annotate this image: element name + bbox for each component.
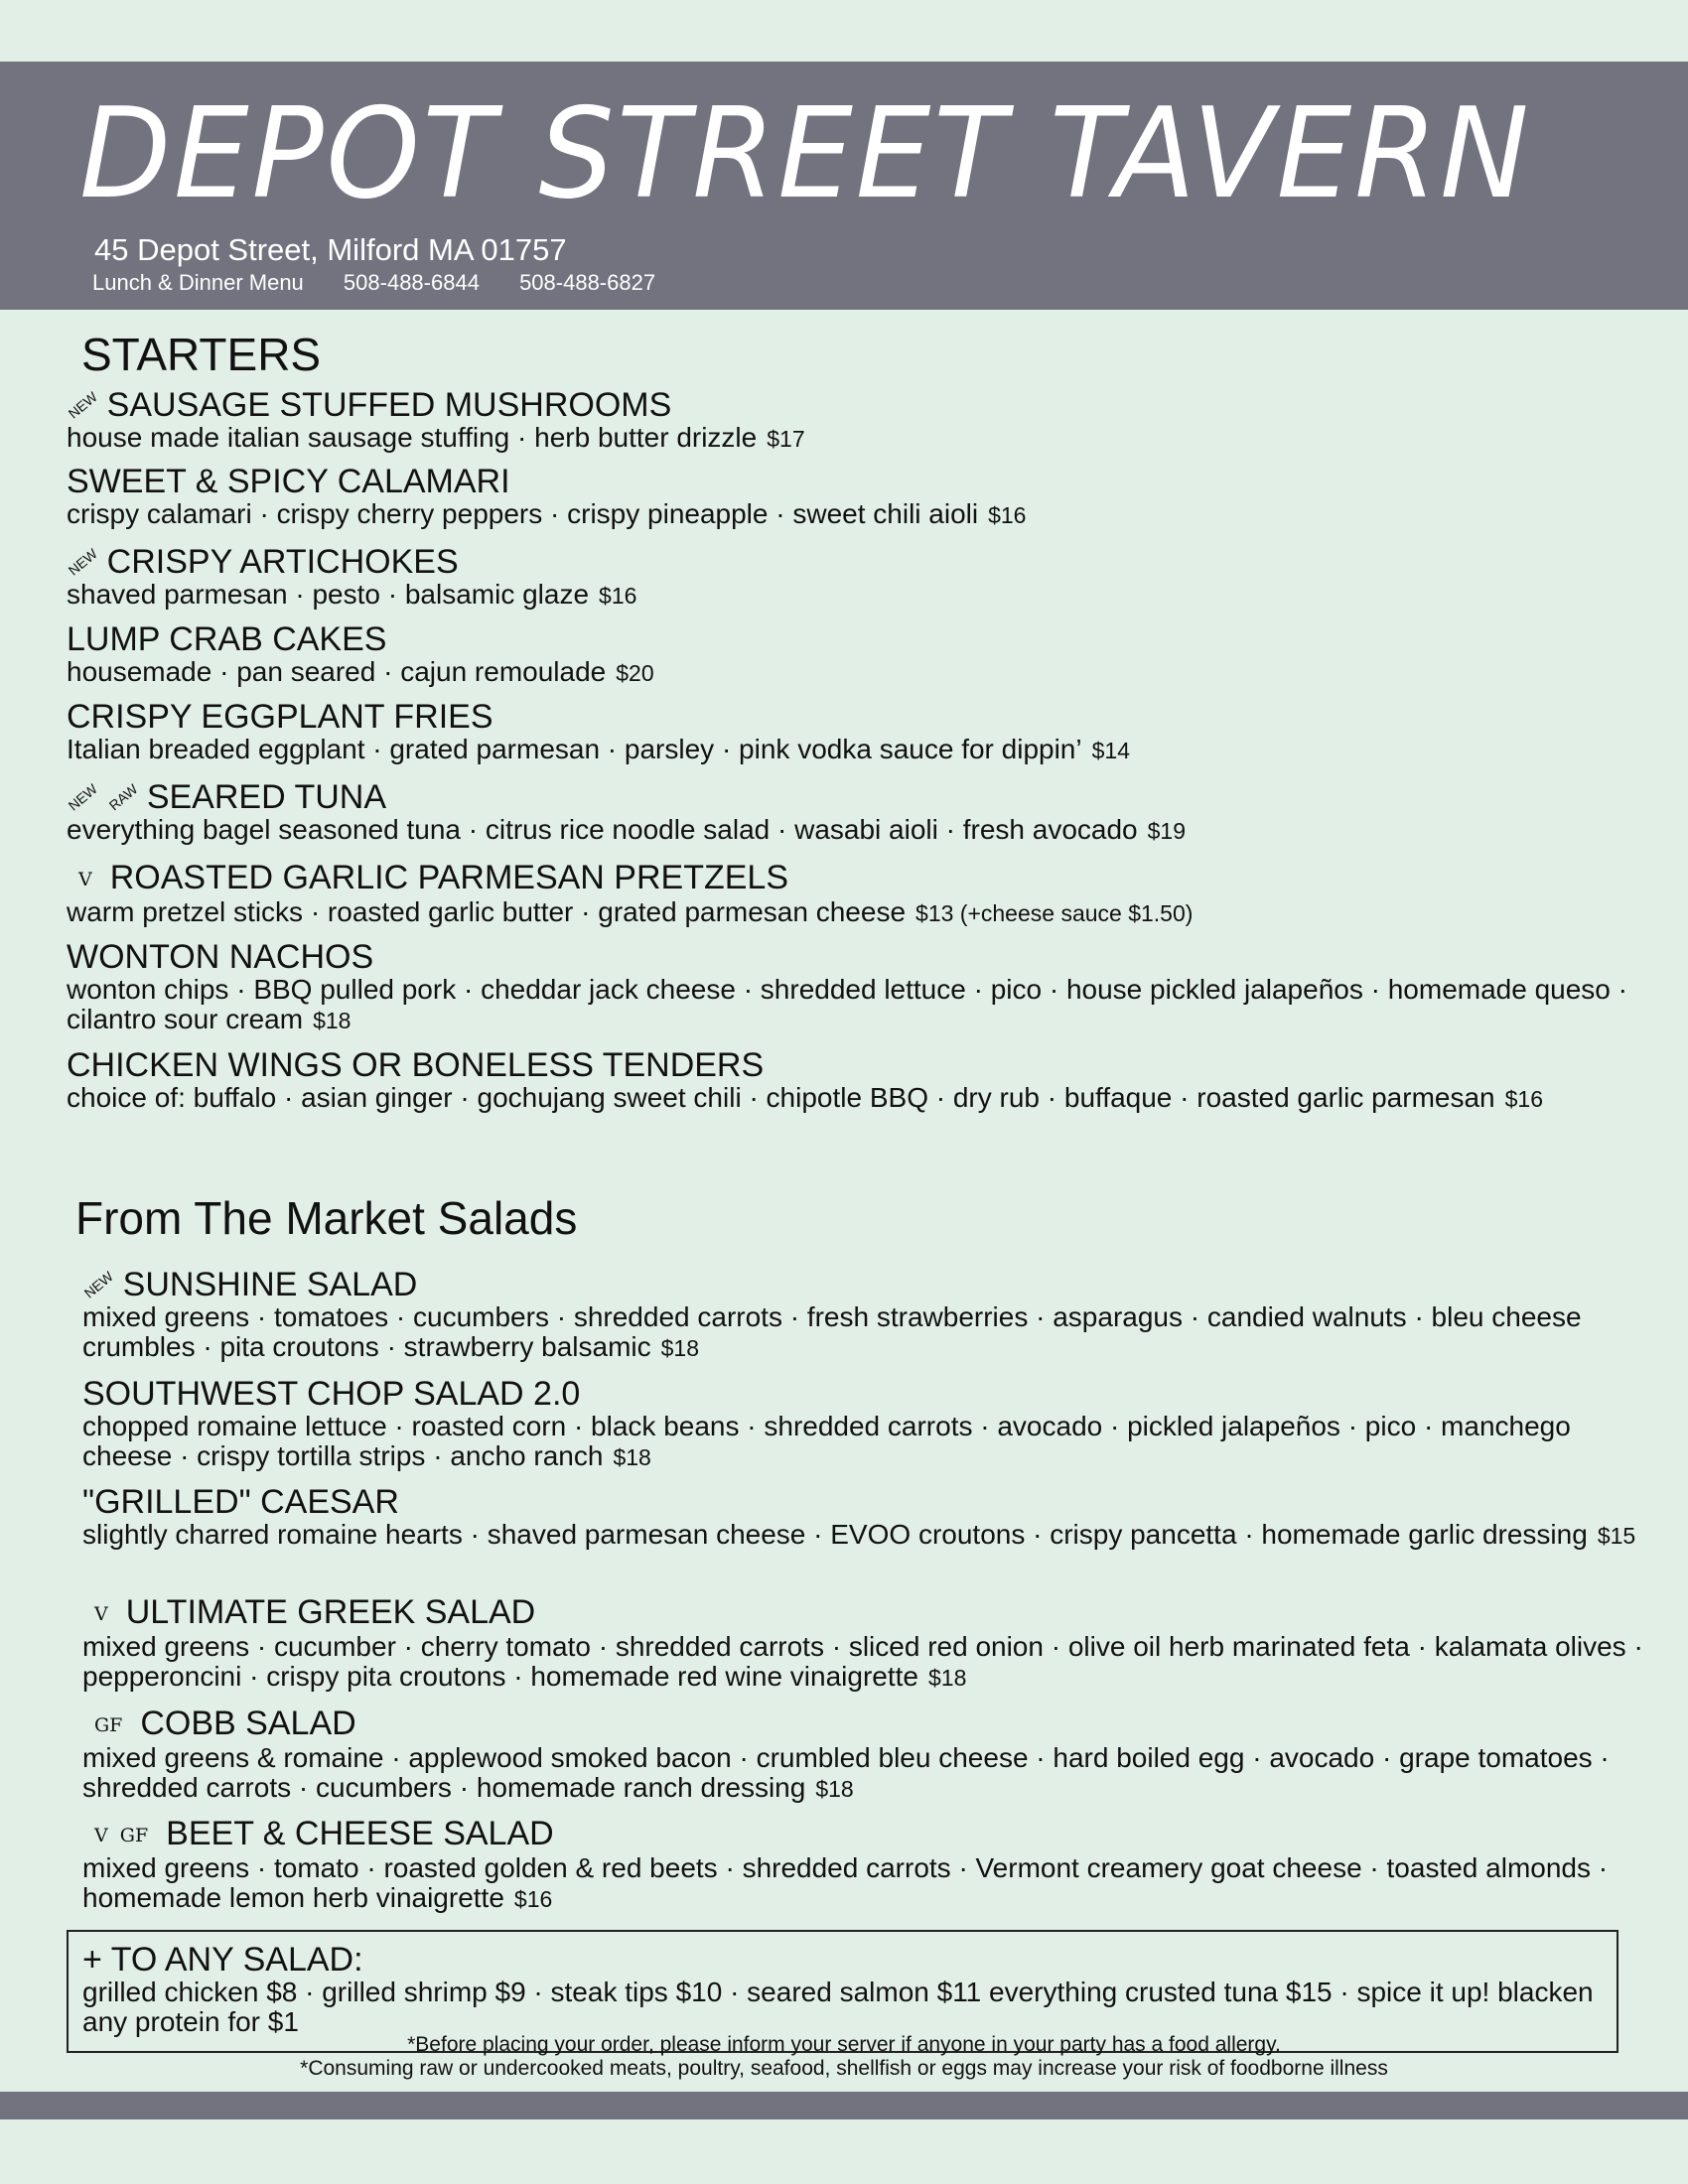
- menu-item-price: $16: [599, 583, 637, 609]
- phone-number-2: 508-488-6827: [519, 270, 656, 295]
- menu-header: [0, 62, 1688, 310]
- restaurant-name: DEPOT STREET TAVERN: [79, 80, 1532, 226]
- menu-item-price: $16: [1504, 1086, 1543, 1112]
- menu-item-description-line: [67, 897, 1635, 928]
- menu-item-description-line: [67, 975, 1635, 1035]
- menu-item-price: $18: [613, 1444, 651, 1470]
- menu-item-description-line: [82, 1412, 1651, 1472]
- addons-title: + TO ANY SALAD:: [82, 1941, 363, 1979]
- menu-item-description: mixed greens · tomatoes · cucumbers · shredded carrots · fresh strawberries · asparagus · candied walnuts · bleu cheese crumbles · pita croutons · strawberry balsamic: [82, 1301, 1582, 1362]
- menu-item-name: COBB SALAD: [140, 1705, 356, 1742]
- menu-item-name: "GRILLED" CAESAR: [82, 1483, 399, 1521]
- menu-item-name-line: [67, 464, 1635, 499]
- menu-item-price: $13 (+cheese sauce $1.50): [915, 900, 1194, 926]
- menu-item-name-line: [67, 699, 1635, 735]
- menu-item-description: choice of: buffalo · asian ginger · gochujang sweet chili · chipotle BBQ · dry rub · buffaque · roasted garlic parmesan: [67, 1082, 1495, 1113]
- menu-item-description: Italian breaded eggplant · grated parmesan · parsley · pink vodka sauce for dippin’: [67, 734, 1082, 764]
- menu-item-description: house made italian sausage stuffing · herb butter drizzle: [67, 422, 758, 453]
- item-tag-badge: NEW: [65, 388, 100, 422]
- restaurant-address: 45 Depot Street, Milford MA 01757: [94, 232, 567, 267]
- menu-item-name-line: [67, 1047, 1635, 1083]
- menu-item-price: $16: [513, 1886, 553, 1912]
- menu-item-name-line: [82, 1816, 1651, 1853]
- menu-item-description: crispy calamari · crispy cherry peppers · crispy pineapple · sweet chili aioli: [67, 498, 979, 529]
- menu-item-description: everything bagel seasoned tuna · citrus rice noodle salad · wasabi aioli · fresh avocado: [67, 814, 1138, 845]
- menu-item-description: mixed greens · tomato · roasted golden & red beets · shredded carrots · Vermont creamery goat cheese · toasted almonds · homemade lemon herb vinaigrette: [82, 1852, 1609, 1913]
- menu-item: [82, 1816, 1651, 1914]
- dietary-marker: V GF: [94, 1825, 149, 1846]
- menu-item-name: SUNSHINE SALAD: [122, 1266, 418, 1303]
- menu-item: [82, 1376, 1651, 1472]
- menu-item-price: $18: [815, 1776, 854, 1802]
- dietary-marker: V: [94, 1603, 108, 1625]
- menu-item-description-line: [82, 1853, 1651, 1914]
- menu-item-description-line: [82, 1302, 1651, 1363]
- menu-item-description: mixed greens & romaine · applewood smoked bacon · crumbled bleu cheese · hard boiled egg · avocado · grape tomatoes · shredded carrots · cucumbers · homemade ranch dressing: [82, 1742, 1610, 1803]
- menu-type-label: Lunch & Dinner Menu: [92, 270, 304, 295]
- menu-item-name-line: [67, 860, 1635, 897]
- menu-item-name: SOUTHWEST CHOP SALAD 2.0: [82, 1375, 581, 1413]
- phone-number-1: 508-488-6844: [343, 270, 480, 295]
- item-tag-badge: NEW: [80, 1268, 116, 1301]
- menu-item: [67, 699, 1635, 765]
- menu-item: [67, 1047, 1635, 1114]
- salads-heading: From The Market Salads: [75, 1192, 578, 1244]
- menu-item-name: SEARED TUNA: [146, 778, 387, 816]
- menu-item-name-line: [67, 779, 1635, 815]
- menu-item-name: CHICKEN WINGS OR BONELESS TENDERS: [67, 1046, 765, 1084]
- menu-item-price: $18: [927, 1665, 967, 1691]
- menu-item: [67, 387, 1635, 454]
- menu-item-name: BEET & CHEESE SALAD: [166, 1815, 554, 1852]
- contact-line: [92, 270, 689, 296]
- menu-item-description-line: [67, 580, 1635, 611]
- menu-item-price: $20: [616, 660, 654, 686]
- menu-item-price: $16: [988, 502, 1027, 528]
- menu-item-price: $14: [1091, 738, 1130, 763]
- allergy-note: *Before placing your order, please inform your server if anyone in your party has a food allergy.: [407, 2033, 1281, 2056]
- menu-item: [67, 464, 1635, 530]
- menu-item: [67, 860, 1635, 928]
- menu-item-description-line: [67, 815, 1635, 846]
- menu-item-name-line: [67, 621, 1635, 657]
- menu-item-description-line: [82, 1632, 1651, 1693]
- addons-text: grilled chicken $8 · grilled shrimp $9 · steak tips $10 · seared salmon $11 everything crusted tuna $15 · spice it up! blacken any protein for $1: [82, 1977, 1594, 2037]
- menu-item: [67, 779, 1635, 846]
- menu-item-name: WONTON NACHOS: [67, 938, 374, 976]
- menu-item-name-line: [67, 387, 1635, 423]
- item-tag-badge: RAW: [105, 780, 141, 814]
- menu-item-name: SAUSAGE STUFFED MUSHROOMS: [106, 386, 672, 424]
- menu-item-name-line: [82, 1594, 1651, 1632]
- menu-item: [82, 1267, 1651, 1363]
- menu-item-name-line: [82, 1376, 1651, 1412]
- menu-item-name: ROASTED GARLIC PARMESAN PRETZELS: [109, 859, 789, 896]
- menu-item: [82, 1594, 1651, 1693]
- menu-item: [82, 1484, 1651, 1551]
- item-tag-badge: NEW: [65, 780, 100, 814]
- menu-item-name-line: [67, 939, 1635, 975]
- menu-item-description: chopped romaine lettuce · roasted corn · black beans · shredded carrots · avocado · pickled jalapeños · pico · manchego cheese · crispy tortilla strips · ancho ranch: [82, 1411, 1571, 1471]
- menu-item-name: ULTIMATE GREEK SALAD: [125, 1593, 536, 1631]
- menu-item-description: mixed greens · cucumber · cherry tomato · shredded carrots · sliced red onion · olive oil herb marinated feta · kalamata olives · pepperoncini · crispy pita croutons · homemade red wine vinaigrette: [82, 1631, 1643, 1692]
- menu-item-description: slightly charred romaine hearts · shaved parmesan cheese · EVOO croutons · crispy pancetta · homemade garlic dressing: [82, 1519, 1588, 1550]
- menu-item-price: $17: [767, 426, 805, 452]
- menu-item-price: $15: [1597, 1523, 1636, 1549]
- menu-item-name: CRISPY ARTICHOKES: [106, 543, 459, 581]
- item-tag-badge: NEW: [65, 545, 100, 579]
- menu-item-description: shaved parmesan · pesto · balsamic glaze: [67, 579, 590, 610]
- footer-bar: [0, 2092, 1688, 2119]
- menu-item-name: CRISPY EGGPLANT FRIES: [67, 698, 493, 736]
- menu-item-name-line: [82, 1706, 1651, 1743]
- menu-item-description-line: [67, 423, 1635, 454]
- menu-item-price: $19: [1147, 818, 1186, 844]
- menu-item-name-line: [82, 1484, 1651, 1520]
- menu-item-name-line: [67, 544, 1635, 580]
- raw-food-warning: *Consuming raw or undercooked meats, poultry, seafood, shellfish or eggs may increase your risk of foodborne illness: [300, 2057, 1388, 2080]
- menu-item: [67, 939, 1635, 1035]
- menu-item-description-line: [82, 1520, 1651, 1551]
- menu-item-price: $18: [660, 1335, 699, 1361]
- menu-item-description-line: [67, 1083, 1635, 1114]
- menu-item: [67, 544, 1635, 611]
- menu-item-description-line: [67, 735, 1635, 765]
- menu-item-name-line: [82, 1267, 1651, 1302]
- dietary-marker: GF: [94, 1714, 123, 1736]
- menu-item-description-line: [67, 499, 1635, 530]
- menu-item: [82, 1706, 1651, 1804]
- menu-item-description-line: [67, 657, 1635, 688]
- menu-item-price: $18: [313, 1008, 352, 1033]
- menu-item-description: wonton chips · BBQ pulled pork · cheddar jack cheese · shredded lettuce · pico · house pickled jalapeños · homemade queso · cilantro sour cream: [67, 974, 1627, 1034]
- menu-item-name: SWEET & SPICY CALAMARI: [67, 463, 510, 500]
- menu-item-description-line: [82, 1743, 1651, 1804]
- starters-heading: STARTERS: [81, 329, 322, 380]
- menu-item: [67, 621, 1635, 688]
- menu-item-description: warm pretzel sticks · roasted garlic butter · grated parmesan cheese: [67, 896, 907, 927]
- menu-item-name: LUMP CRAB CAKES: [67, 620, 387, 658]
- menu-item-description: housemade · pan seared · cajun remoulade: [67, 656, 607, 687]
- dietary-marker: V: [78, 869, 92, 890]
